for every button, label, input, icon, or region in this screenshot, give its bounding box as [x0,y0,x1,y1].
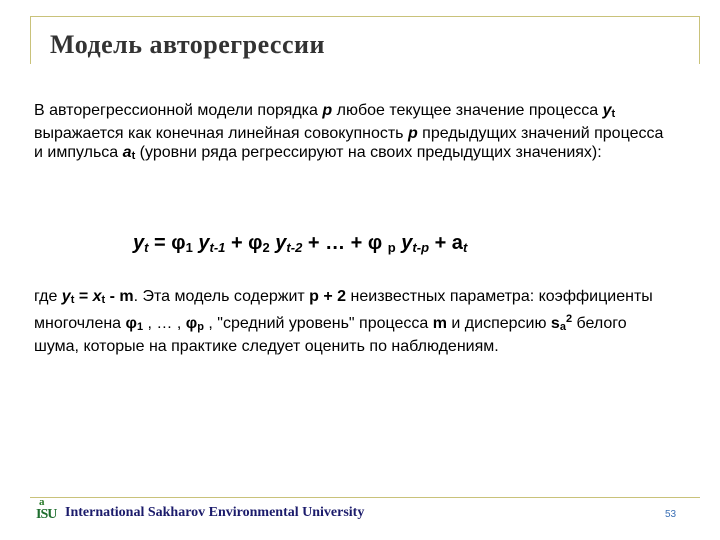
paragraph-definition: В авторегрессионной модели порядка р любое текущее значение процесса $y_t$ выражается как конечная линейная совокупность р предыдущих значений процесса и импульса $a_t$ (уровни ряда регрессируют на своих предыдущих значениях): [34,102,664,162]
title-frame-right [699,16,700,64]
slide-title: Модель авторегрессии [50,30,325,59]
logo-letter: a [39,496,45,508]
isu-logo [34,496,58,524]
paragraph-explanation: где $y_t = x_t - m$. Эта модель содержит р + 2 неизвестных параметра: коэффициенты многочлена $\varphi_1$ , … , $\varphi_p$ , "средний уровень" процесса m и дисперсию $s_a^2$ белого шума, которые на практике следует оценить по наблюдениям. [34,288,653,355]
title-frame-top [30,16,700,17]
page-number: 53 [665,509,677,520]
logo-isu: ISU [36,507,57,522]
title-frame-left [30,16,31,64]
ar-formula: $y_t = \varphi_1$ $y_{t-1} + \varphi_2$ $y_{t-2}$ + … + φ $_р$ $y_{t-p} + a_t$ [133,232,468,255]
footer-divider [30,497,700,498]
university-name: International Sakharov Environmental University [65,505,365,520]
